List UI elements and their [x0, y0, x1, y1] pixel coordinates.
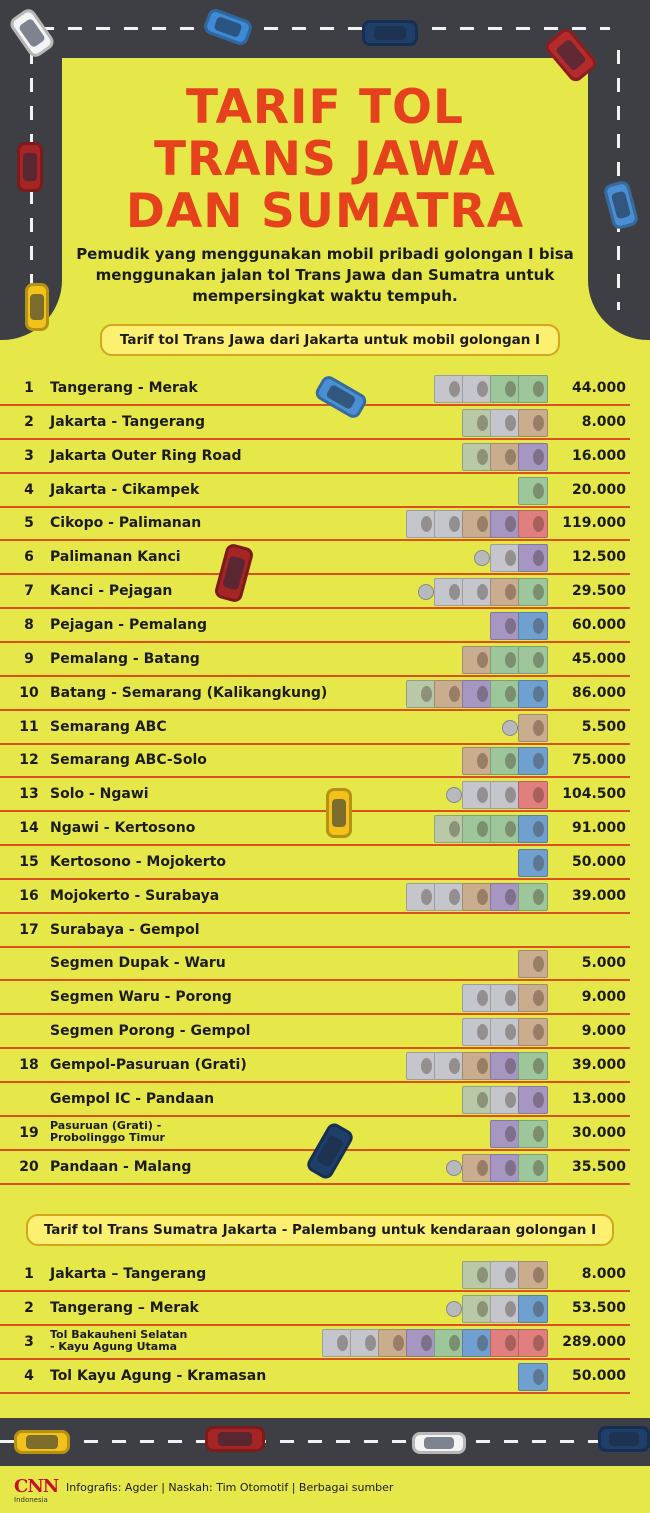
- route-name: Ngawi - Kertosono: [50, 820, 196, 837]
- banknote-10000-icon: [490, 883, 520, 911]
- row-number: 10: [19, 684, 39, 701]
- table-row: [0, 575, 630, 609]
- banknote-2000-icon: [434, 375, 464, 403]
- banknote-5000-icon: [378, 1329, 408, 1357]
- row-number: 11: [19, 718, 39, 735]
- route-name: Tol Kayu Agung - Kramasan: [50, 1368, 267, 1384]
- banknote-20000-icon: [518, 375, 548, 403]
- route-name: Kertosono - Mojokerto: [50, 853, 227, 870]
- sumatra-section-heading: Tarif tol Trans Sumatra Jakarta - Palembang untuk kendaraan golongan I: [26, 1214, 614, 1246]
- banknote-5000-icon: [518, 409, 548, 437]
- row-number: 20: [19, 1158, 39, 1175]
- route-name: Solo - Ngawi: [50, 786, 149, 803]
- banknote-5000-icon: [462, 646, 492, 674]
- toll-amount: 45.000: [571, 650, 626, 667]
- car-yellow-icon: [326, 788, 352, 838]
- toll-amount: 12.500: [571, 549, 626, 566]
- banknote-2000-icon: [462, 1018, 492, 1046]
- banknote-50000-icon: [518, 747, 548, 775]
- toll-amount: 30.000: [571, 1124, 626, 1141]
- route-name: Palimanan Kanci: [50, 549, 181, 566]
- banknote-2000-icon: [490, 984, 520, 1012]
- page-title-line3: DAN SUMATRA: [125, 184, 525, 239]
- route-name: Pasuruan (Grati) - Probolinggo Timur: [50, 1118, 165, 1144]
- coin-icon: [446, 1301, 462, 1317]
- banknotes-illustration: [464, 645, 548, 675]
- banknote-20000-icon: [490, 375, 520, 403]
- row-number: 3: [24, 1334, 34, 1350]
- banknote-2000-icon: [490, 1295, 520, 1323]
- banknote-10000-icon: [518, 544, 548, 572]
- banknote-50000-icon: [462, 1329, 492, 1357]
- row-number: 8: [24, 616, 34, 633]
- banknotes-illustration: [464, 746, 548, 776]
- road-lane-marking: [0, 1440, 650, 1443]
- banknotes-illustration: [408, 679, 548, 709]
- banknotes-illustration: [520, 949, 548, 979]
- banknote-10000-icon: [490, 612, 520, 640]
- banknotes-illustration: [520, 1362, 548, 1392]
- toll-amount: 60.000: [571, 616, 626, 633]
- banknotes-illustration: [446, 1153, 548, 1183]
- page-title-line1: TARIF TOL: [186, 80, 464, 135]
- table-row: [0, 1049, 630, 1083]
- table-row: [0, 372, 630, 406]
- banknotes-illustration: [474, 543, 548, 573]
- banknote-20000-icon: [462, 815, 492, 843]
- table-row: [0, 1015, 630, 1049]
- table-row: [0, 1326, 630, 1360]
- table-row: [0, 677, 630, 711]
- toll-amount: 53.500: [571, 1300, 626, 1316]
- banknote-1000-icon: [462, 1261, 492, 1289]
- banknote-1000-icon: [462, 1086, 492, 1114]
- table-row: [0, 1258, 630, 1292]
- banknote-5000-icon: [462, 747, 492, 775]
- route-name: Gempol-Pasuruan (Grati): [50, 1057, 247, 1073]
- toll-amount: 39.000: [571, 1057, 626, 1073]
- toll-amount: 5.000: [581, 955, 626, 972]
- banknote-2000-icon: [322, 1329, 352, 1357]
- table-row: [0, 812, 630, 846]
- credit-text: Infografis: Agder | Naskah: Tim Otomotif | Berbagai sumber: [66, 1481, 394, 1494]
- row-number: 1: [24, 380, 34, 396]
- banknote-20000-icon: [490, 815, 520, 843]
- banknotes-illustration: [492, 1119, 548, 1149]
- banknote-100000-icon: [490, 1329, 520, 1357]
- banknote-2000-icon: [490, 1086, 520, 1114]
- toll-amount: 8.000: [581, 1266, 626, 1282]
- banknote-10000-icon: [518, 1086, 548, 1114]
- route-name: Cikopo - Palimanan: [50, 515, 202, 532]
- row-number: 5: [24, 515, 34, 532]
- route-name: Kanci - Pejagan: [50, 583, 173, 600]
- row-number: 2: [24, 413, 34, 430]
- banknotes-illustration: [464, 1017, 548, 1047]
- toll-amount: 50.000: [571, 1368, 626, 1384]
- banknotes-illustration: [464, 408, 548, 438]
- banknote-5000-icon: [518, 1018, 548, 1046]
- table-row: [0, 947, 630, 981]
- banknote-10000-icon: [490, 1052, 520, 1080]
- banknote-10000-icon: [490, 510, 520, 538]
- banknote-2000-icon: [490, 544, 520, 572]
- banknote-10000-icon: [490, 1120, 520, 1148]
- coin-icon: [502, 720, 518, 736]
- toll-amount: 13.000: [571, 1090, 626, 1107]
- cnn-logo-subtitle: Indonesia: [14, 1496, 48, 1504]
- route-name: Gempol IC - Pandaan: [50, 1090, 215, 1107]
- toll-amount: 119.000: [562, 515, 626, 532]
- table-row: [0, 507, 630, 541]
- route-name: Tol Bakauheni Selatan - Kayu Agung Utama: [50, 1328, 188, 1353]
- coin-icon: [418, 584, 434, 600]
- row-number: 2: [24, 1300, 34, 1316]
- banknotes-illustration: [408, 1051, 548, 1081]
- coin-icon: [446, 1160, 462, 1176]
- banknote-50000-icon: [518, 612, 548, 640]
- table-row: [0, 474, 630, 508]
- page-title-line2: TRANS JAWA: [153, 132, 497, 187]
- banknotes-illustration: [520, 848, 548, 878]
- car-navy-icon: [362, 20, 418, 46]
- banknote-10000-icon: [462, 680, 492, 708]
- banknotes-illustration: [520, 476, 548, 506]
- route-name: Jakarta Outer Ring Road: [50, 447, 242, 464]
- banknotes-illustration: [418, 577, 548, 607]
- coin-icon: [446, 787, 462, 803]
- car-yellow-icon: [14, 1430, 70, 1454]
- banknotes-illustration: [502, 713, 548, 743]
- toll-amount: 9.000: [581, 1023, 626, 1040]
- banknote-1000-icon: [434, 815, 464, 843]
- banknote-20000-icon: [518, 1052, 548, 1080]
- route-name: Pemalang - Batang: [50, 650, 200, 667]
- toll-amount: 39.000: [571, 887, 626, 904]
- table-row: [0, 1117, 630, 1151]
- table-row: [0, 1360, 630, 1394]
- table-row: [0, 744, 630, 778]
- banknote-10000-icon: [490, 1154, 520, 1182]
- route-name: Pejagan - Pemalang: [50, 616, 208, 633]
- table-row: [0, 880, 630, 914]
- banknote-1000-icon: [462, 409, 492, 437]
- route-name: Jakarta – Tangerang: [50, 1266, 207, 1282]
- table-row: [0, 778, 630, 812]
- table-row: [0, 609, 630, 643]
- table-row: [0, 1292, 630, 1326]
- coin-icon: [474, 550, 490, 566]
- banknote-20000-icon: [490, 646, 520, 674]
- route-name: Segmen Dupak - Waru: [50, 955, 226, 972]
- jawa-section-heading: Tarif tol Trans Jawa dari Jakarta untuk mobil golongan I: [100, 324, 560, 356]
- table-row: [0, 643, 630, 677]
- banknote-10000-icon: [406, 1329, 436, 1357]
- banknotes-illustration: [464, 1085, 548, 1115]
- banknotes-illustration: [324, 1328, 548, 1358]
- banknotes-illustration: [436, 814, 548, 844]
- row-number: 12: [19, 752, 39, 769]
- table-row: [0, 914, 630, 948]
- toll-amount: 35.500: [571, 1158, 626, 1175]
- banknote-50000-icon: [518, 815, 548, 843]
- row-number: 3: [24, 447, 34, 464]
- banknote-20000-icon: [518, 1120, 548, 1148]
- banknote-10000-icon: [518, 443, 548, 471]
- row-number: 4: [24, 481, 34, 498]
- banknotes-illustration: [408, 882, 548, 912]
- banknote-2000-icon: [434, 510, 464, 538]
- banknotes-illustration: [464, 983, 548, 1013]
- banknote-20000-icon: [518, 477, 548, 505]
- intro-text: Pemudik yang menggunakan mobil pribadi golongan I bisa menggunakan jalan tol Trans Jawa dan Sumatra untuk mempersingkat waktu tempuh.: [76, 245, 574, 305]
- row-number: 16: [19, 887, 39, 904]
- row-number: 13: [19, 786, 39, 803]
- banknote-5000-icon: [462, 1154, 492, 1182]
- banknote-20000-icon: [518, 646, 548, 674]
- route-name: Segmen Waru - Porong: [50, 989, 232, 1006]
- table-row: [0, 1083, 630, 1117]
- banknote-50000-icon: [518, 849, 548, 877]
- banknote-50000-icon: [518, 1363, 548, 1391]
- route-name: Jakarta - Tangerang: [50, 413, 206, 430]
- toll-amount: 86.000: [571, 684, 626, 701]
- toll-amount: 8.000: [581, 413, 626, 430]
- banknote-1000-icon: [462, 1295, 492, 1323]
- banknote-2000-icon: [434, 883, 464, 911]
- banknote-1000-icon: [462, 443, 492, 471]
- route-name: Tangerang – Merak: [50, 1300, 199, 1316]
- banknotes-illustration: [446, 780, 548, 810]
- toll-amount: 104.500: [562, 786, 626, 803]
- banknote-2000-icon: [490, 409, 520, 437]
- banknote-5000-icon: [518, 1261, 548, 1289]
- row-number: 19: [19, 1124, 39, 1141]
- table-row: [0, 711, 630, 745]
- banknote-5000-icon: [518, 714, 548, 742]
- cnn-logo: CNN: [14, 1476, 59, 1497]
- toll-amount: 44.000: [571, 380, 626, 396]
- banknotes-illustration: [408, 509, 548, 539]
- route-name: Batang - Semarang (Kalikangkung): [50, 684, 328, 701]
- banknote-5000-icon: [490, 443, 520, 471]
- route-name: Segmen Porong - Gempol: [50, 1023, 251, 1040]
- banknote-2000-icon: [434, 578, 464, 606]
- banknote-100000-icon: [518, 1329, 548, 1357]
- row-number: 1: [24, 1266, 34, 1282]
- banknote-5000-icon: [518, 984, 548, 1012]
- banknote-20000-icon: [434, 1329, 464, 1357]
- banknote-2000-icon: [350, 1329, 380, 1357]
- toll-amount: 29.500: [571, 583, 626, 600]
- banknote-5000-icon: [462, 510, 492, 538]
- route-name: Semarang ABC: [50, 718, 167, 735]
- row-number: 14: [19, 820, 39, 837]
- banknote-2000-icon: [406, 1052, 436, 1080]
- row-number: 4: [24, 1368, 34, 1384]
- banknote-20000-icon: [518, 1154, 548, 1182]
- car-white-icon: [412, 1432, 466, 1454]
- road-bottom: [0, 1418, 650, 1466]
- banknote-2000-icon: [434, 1052, 464, 1080]
- row-number: 17: [19, 921, 39, 938]
- route-name: Jakarta - Cikampek: [50, 481, 200, 498]
- banknote-2000-icon: [462, 781, 492, 809]
- banknote-100000-icon: [518, 510, 548, 538]
- toll-amount: 16.000: [571, 447, 626, 464]
- banknote-20000-icon: [518, 578, 548, 606]
- row-number: 15: [19, 853, 39, 870]
- route-name: Mojokerto - Surabaya: [50, 887, 220, 904]
- row-number: 9: [24, 650, 34, 667]
- table-row: [0, 541, 630, 575]
- banknotes-illustration: [492, 611, 548, 641]
- route-name: Semarang ABC-Solo: [50, 752, 207, 769]
- banknotes-illustration: [464, 1260, 548, 1290]
- banknotes-illustration: [446, 1294, 548, 1324]
- car-red-icon: [205, 1426, 265, 1452]
- banknote-50000-icon: [518, 1295, 548, 1323]
- toll-amount: 9.000: [581, 989, 626, 1006]
- banknote-2000-icon: [490, 1261, 520, 1289]
- banknotes-illustration: [464, 442, 548, 472]
- table-row: [0, 440, 630, 474]
- banknote-2000-icon: [490, 1018, 520, 1046]
- route-name: Pandaan - Malang: [50, 1158, 192, 1175]
- road-lane-marking: [40, 27, 610, 30]
- table-row: [0, 981, 630, 1015]
- toll-amount: 289.000: [562, 1334, 626, 1350]
- table-row: [0, 406, 630, 440]
- banknote-2000-icon: [406, 883, 436, 911]
- banknote-5000-icon: [518, 950, 548, 978]
- route-name: Tangerang - Merak: [50, 380, 198, 396]
- car-yellow-icon: [25, 283, 49, 331]
- banknote-2000-icon: [490, 781, 520, 809]
- route-name: Surabaya - Gempol: [50, 921, 200, 938]
- banknote-20000-icon: [518, 883, 548, 911]
- banknote-2000-icon: [462, 578, 492, 606]
- toll-amount: 91.000: [571, 820, 626, 837]
- toll-amount: 75.000: [571, 752, 626, 769]
- banknote-20000-icon: [490, 680, 520, 708]
- table-row: [0, 846, 630, 880]
- banknote-5000-icon: [462, 1052, 492, 1080]
- row-number: 6: [24, 549, 34, 566]
- banknote-5000-icon: [434, 680, 464, 708]
- banknote-5000-icon: [462, 883, 492, 911]
- row-number: 7: [24, 583, 34, 600]
- banknote-50000-icon: [518, 680, 548, 708]
- banknote-5000-icon: [490, 578, 520, 606]
- row-number: 18: [19, 1057, 39, 1073]
- car-navy-icon: [598, 1426, 650, 1452]
- banknotes-illustration: [436, 374, 548, 404]
- toll-amount: 5.500: [581, 718, 626, 735]
- banknote-1000-icon: [406, 680, 436, 708]
- banknote-2000-icon: [462, 375, 492, 403]
- banknote-2000-icon: [406, 510, 436, 538]
- banknote-2000-icon: [462, 984, 492, 1012]
- toll-amount: 20.000: [571, 481, 626, 498]
- banknote-20000-icon: [490, 747, 520, 775]
- toll-amount: 50.000: [571, 853, 626, 870]
- banknote-100000-icon: [518, 781, 548, 809]
